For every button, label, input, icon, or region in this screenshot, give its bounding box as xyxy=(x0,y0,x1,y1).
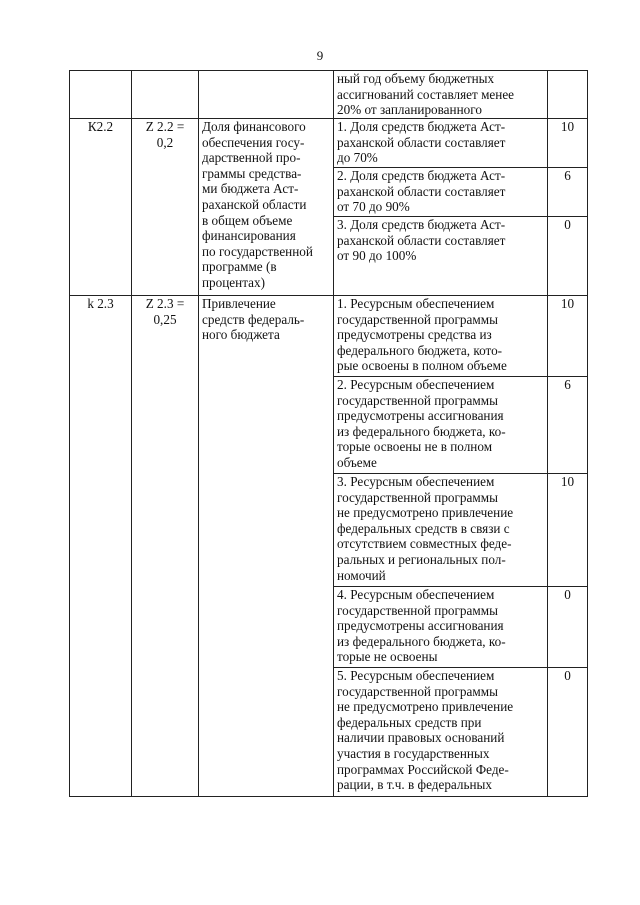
formula-cell xyxy=(132,71,199,119)
points-cell: 0 xyxy=(548,217,588,296)
points-cell xyxy=(548,71,588,119)
criterion-cell: 1. Ресурсным обеспечением государственной программы предусмотрены средства из федерального бюджета, кото- рые освоены в полном объеме xyxy=(334,296,548,377)
points-cell: 6 xyxy=(548,377,588,474)
table-row xyxy=(70,119,588,168)
indicator-cell: Привлечение средств федераль- ного бюджета xyxy=(199,296,334,797)
criteria-table xyxy=(69,70,588,797)
indicator-cell xyxy=(199,71,334,119)
code-cell xyxy=(70,71,132,119)
criterion-cell: 4. Ресурсным обеспечением государственной программы предусмотрены ассигнования из федерального бюджета, ко- торые не освоены xyxy=(334,587,548,668)
indicator-cell: Доля финансового обеспечения госу- дарственной про- граммы средства- ми бюджета Аст- раханской области в общем объеме финансирования по государственной программе (в процентах) xyxy=(199,119,334,296)
points-cell: 0 xyxy=(548,587,588,668)
criterion-cell: 2. Доля средств бюджета Аст- раханской области составляет от 70 до 90% xyxy=(334,168,548,217)
criterion-cell: 3. Ресурсным обеспечением государственной программы не предусмотрено привлечение федеральных средств в связи с отсутствием совместных феде- ральных и региональных пол- номочий xyxy=(334,474,548,587)
points-cell: 0 xyxy=(548,668,588,797)
points-cell: 10 xyxy=(548,119,588,168)
table-row xyxy=(70,296,588,377)
points-cell: 6 xyxy=(548,168,588,217)
page-number: 9 xyxy=(316,48,324,63)
points-cell: 10 xyxy=(548,474,588,587)
criterion-cell: ный год объему бюджетных ассигнований составляет менее 20% от запланированного xyxy=(334,71,548,119)
formula-cell: Z 2.2 = 0,2 xyxy=(132,119,199,296)
code-cell: k 2.3 xyxy=(70,296,132,797)
table-row xyxy=(70,71,588,119)
criterion-cell: 2. Ресурсным обеспечением государственной программы предусмотрены ассигнования из федерального бюджета, ко- торые освоены не в полном объеме xyxy=(334,377,548,474)
points-cell: 10 xyxy=(548,296,588,377)
code-cell: К2.2 xyxy=(70,119,132,296)
criterion-cell: 1. Доля средств бюджета Аст- раханской области составляет до 70% xyxy=(334,119,548,168)
criterion-cell: 5. Ресурсным обеспечением государственной программы не предусмотрено привлечение федеральных средств при наличии правовых оснований участия в государственных программах Российской Феде- рации, в т.ч. в федеральных xyxy=(334,668,548,797)
criterion-cell: 3. Доля средств бюджета Аст- раханской области составляет от 90 до 100% xyxy=(334,217,548,296)
formula-cell: Z 2.3 = 0,25 xyxy=(132,296,199,797)
